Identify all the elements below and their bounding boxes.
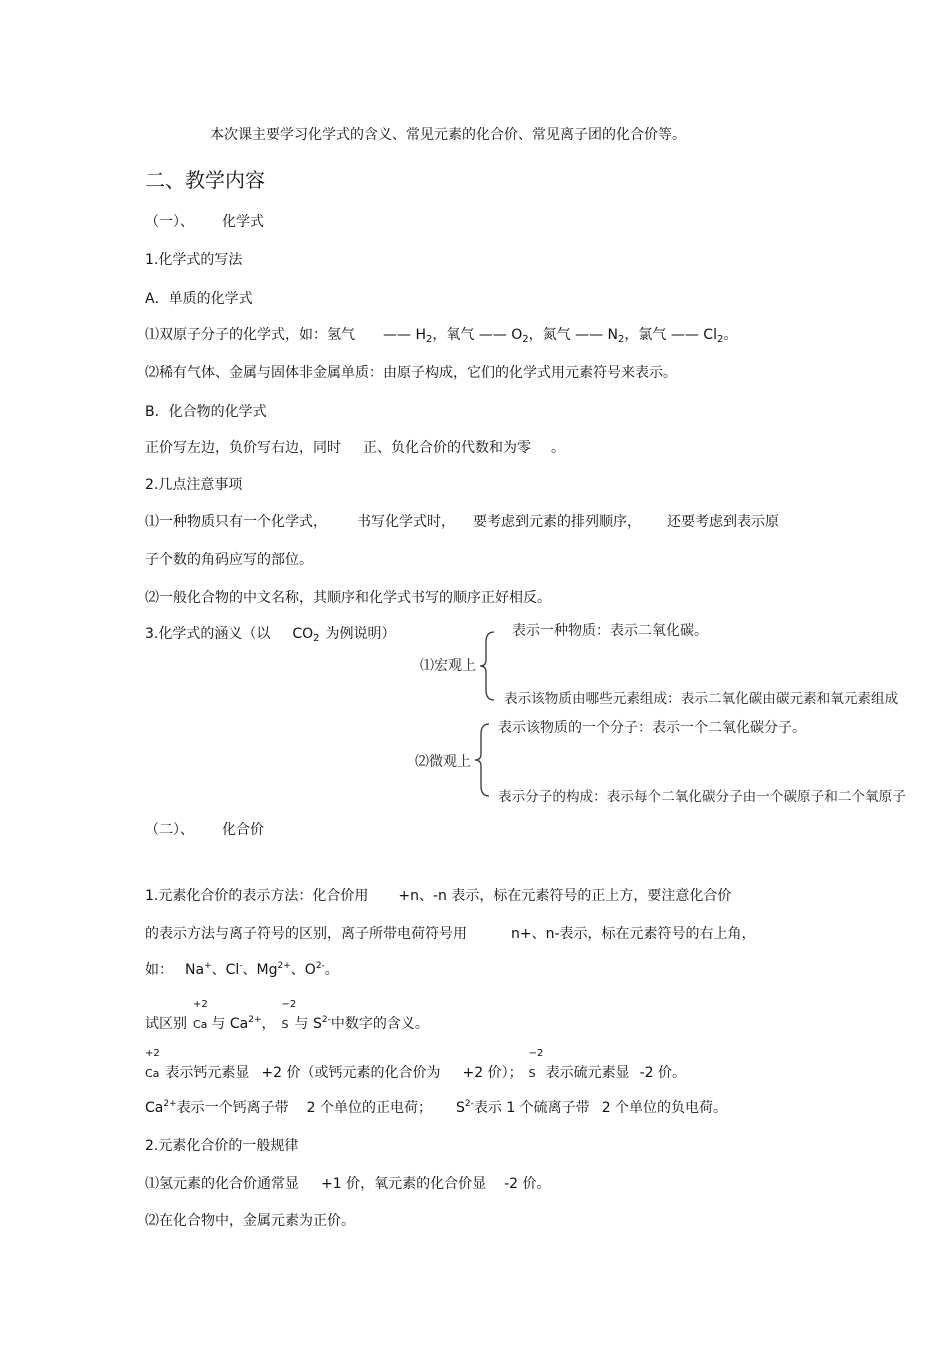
sub: 2 bbox=[716, 334, 724, 345]
h2-formula: —— H bbox=[383, 327, 426, 343]
ion-mg: 、Mg bbox=[242, 962, 278, 978]
rule-1 bbox=[145, 1175, 551, 1193]
b1-c: 。 bbox=[551, 440, 565, 456]
p2-line bbox=[145, 925, 756, 943]
macro-label: ⑴宏观上 bbox=[420, 658, 476, 674]
e1-e: -2 价。 bbox=[639, 1065, 687, 1081]
sub: 2 bbox=[618, 334, 625, 345]
b1-a: 正价写左边，负价写右边，同时 bbox=[145, 440, 341, 456]
micro-item-2: 表示分子的构成：表示每个二氧化碳分子由一个碳原子和二个氧原子 bbox=[498, 789, 906, 805]
valence-number: −2 bbox=[528, 1048, 544, 1059]
valence-s bbox=[281, 999, 297, 1034]
valence-ca bbox=[193, 999, 208, 1034]
a1-line bbox=[145, 326, 737, 344]
valence-number: −2 bbox=[281, 999, 297, 1010]
e1-a: 表示钙元素显 bbox=[165, 1065, 250, 1081]
e2-e: 表示 1 个硫离子带 bbox=[473, 1100, 590, 1116]
p2-a: 的表示方法与离子符号的区别，离子所带电荷符号用 bbox=[145, 926, 467, 942]
valence-number: +2 bbox=[145, 1048, 160, 1059]
ion-na-charge: + bbox=[204, 961, 212, 971]
heading-number: （二）、 bbox=[145, 822, 194, 838]
p3-line bbox=[145, 961, 339, 979]
b1-b: 正、负化合价的代数和为零 bbox=[363, 440, 531, 456]
q-d: 与 S bbox=[294, 1016, 322, 1032]
s3-c: 为例说明） bbox=[325, 626, 396, 642]
ion-na: Na bbox=[185, 962, 205, 978]
q-b: 与 Ca bbox=[211, 1016, 249, 1032]
q-c: ， bbox=[261, 1016, 276, 1032]
element-symbol: Ca bbox=[145, 1067, 160, 1080]
sub: 2 bbox=[313, 633, 320, 644]
ion-cl-charge: - bbox=[239, 961, 243, 971]
e2-c: 2 个单位的正电荷； bbox=[306, 1100, 432, 1116]
a1-text: ⑴双原子分子的化学式，如：氢气 bbox=[145, 327, 355, 343]
s1-title: 1.化学式的写法 bbox=[145, 252, 243, 268]
n1-d: 还要考虑到表示原 bbox=[667, 514, 779, 530]
r1-c: -2 价。 bbox=[504, 1176, 551, 1192]
micro-label: ⑵微观上 bbox=[415, 754, 471, 770]
element-symbol: S bbox=[528, 1067, 536, 1080]
explain-2 bbox=[145, 1099, 727, 1117]
n1-line bbox=[145, 513, 779, 531]
e2-d: S bbox=[456, 1100, 465, 1116]
e1-b: +2 价（或钙元素的化合价为 bbox=[261, 1065, 441, 1081]
s3-line bbox=[145, 625, 396, 643]
valence-ca bbox=[145, 1048, 160, 1083]
valence-s bbox=[528, 1048, 544, 1083]
heading-text: 化学式 bbox=[222, 214, 264, 230]
e1-c: +2 价）； bbox=[462, 1065, 523, 1081]
q-a: 试区别 bbox=[145, 1016, 187, 1032]
p1-line bbox=[145, 887, 731, 905]
macro-item-2: 表示该物质由哪些元素组成：表示二氧化碳由碳元素和氧元素组成 bbox=[504, 691, 899, 707]
cl2-formula: ，氯气 —— Cl bbox=[624, 327, 717, 343]
ion-charge: 2- bbox=[321, 1015, 331, 1025]
valence-number: +2 bbox=[193, 999, 208, 1010]
b-title: B．化合物的化学式 bbox=[145, 404, 267, 420]
n1-cont: 子个数的角码应写的部位。 bbox=[145, 552, 313, 568]
question-line bbox=[145, 999, 429, 1034]
heading-text: 化合价 bbox=[222, 822, 264, 838]
ion-cl: 、Cl bbox=[211, 962, 240, 978]
rules-title: 2.元素化合价的一般规律 bbox=[145, 1138, 299, 1154]
p1-b: +n、-n 表示，标在元素符号的正上方，要注意化合价 bbox=[398, 888, 732, 904]
p3-end: 。 bbox=[324, 962, 339, 978]
explain-1 bbox=[145, 1048, 687, 1083]
ion-o-charge: 2- bbox=[315, 961, 325, 971]
element-symbol: Ca bbox=[193, 1018, 208, 1031]
n2-line: ⑵一般化合物的中文名称，其顺序和化学式书写的顺序正好相反。 bbox=[145, 590, 551, 606]
r1-a: ⑴氢元素的化合价通常显 bbox=[145, 1176, 299, 1192]
b1-line bbox=[145, 439, 565, 457]
n1-c: 要考虑到元素的排列顺序， bbox=[473, 514, 641, 530]
o2-formula: ，氧气 —— O bbox=[432, 327, 523, 343]
ion-charge: 2- bbox=[464, 1099, 474, 1109]
e2-f: 2 个单位的负电荷。 bbox=[601, 1100, 728, 1116]
ion-mg-charge: 2+ bbox=[277, 961, 291, 971]
a2-line: ⑵稀有气体、金属与固体非金属单质：由原子构成，它们的化学式用元素符号来表示。 bbox=[145, 365, 677, 381]
ion-charge: 2+ bbox=[163, 1099, 177, 1109]
micro-item-1: 表示该物质的一个分子：表示一个二氧化碳分子。 bbox=[498, 720, 806, 736]
rule-2: ⑵在化合物中，金属元素为正价。 bbox=[145, 1213, 355, 1229]
n2-formula: ，氮气 —— N bbox=[528, 327, 619, 343]
n1-a: ⑴一种物质只有一个化学式， bbox=[145, 514, 327, 530]
p1-a: 1.元素化合价的表示方法：化合价用 bbox=[145, 888, 369, 904]
a-title: A．单质的化学式 bbox=[145, 291, 253, 307]
intro-text: 本次课主要学习化学式的含义、常见元素的化合价、常见离子团的化合价等。 bbox=[210, 127, 686, 143]
p2-b: n+、n-表示，标在元素符号的右上角， bbox=[511, 926, 756, 942]
e2-b: 表示一个钙离子带 bbox=[176, 1100, 289, 1116]
ion-o: 、O bbox=[290, 962, 316, 978]
micro-brace bbox=[475, 722, 495, 798]
sub: 2 bbox=[522, 334, 529, 345]
co2-formula: CO bbox=[292, 626, 314, 642]
sub: 2 bbox=[425, 334, 433, 345]
n1-b: 书写化学式时， bbox=[357, 514, 455, 530]
q-e: 中数字的含义。 bbox=[330, 1016, 429, 1032]
s2-title: 2.几点注意事项 bbox=[145, 477, 243, 493]
ion-charge: 2+ bbox=[248, 1015, 262, 1025]
p3-a: 如： bbox=[145, 962, 173, 978]
macro-item-1: 表示一种物质：表示二氧化碳。 bbox=[512, 623, 708, 639]
a1-end: 。 bbox=[723, 327, 738, 343]
heading-number: （一）、 bbox=[145, 214, 194, 230]
element-symbol: S bbox=[281, 1018, 289, 1031]
s3-a: 3.化学式的涵义（以 bbox=[145, 626, 271, 642]
part2-heading bbox=[145, 821, 264, 839]
part1-heading bbox=[145, 213, 264, 231]
macro-brace bbox=[480, 630, 500, 702]
r1-b: +1 价，氧元素的化合价显 bbox=[321, 1176, 487, 1192]
section-title: 二、教学内容 bbox=[145, 168, 265, 192]
e1-d: 表示硫元素显 bbox=[545, 1065, 630, 1081]
e2-a: Ca bbox=[145, 1100, 164, 1116]
